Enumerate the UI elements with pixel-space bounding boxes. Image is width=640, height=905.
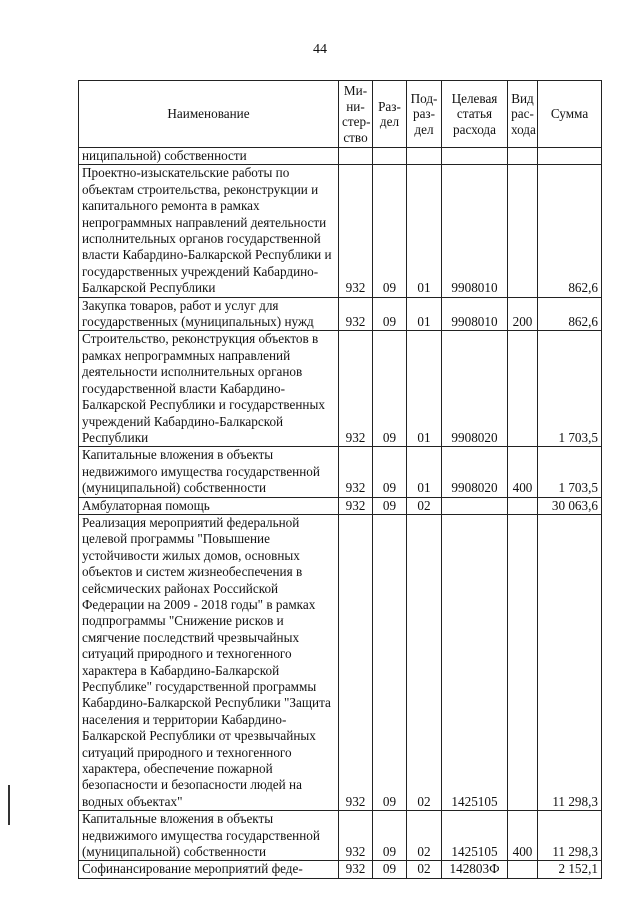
cell-subsection: 01 <box>407 331 442 447</box>
cell-target: 9908020 <box>442 331 508 447</box>
table-row <box>79 811 602 861</box>
cell-name: Амбулаторная помощь <box>79 497 339 514</box>
cell-section: 09 <box>373 165 407 297</box>
cell-section: 09 <box>373 811 407 861</box>
cell-sum <box>538 148 602 165</box>
cell-sum: 11 298,3 <box>538 514 602 810</box>
cell-target: 9908010 <box>442 297 508 331</box>
table-row <box>79 148 602 165</box>
cell-name: ниципальной) собственности <box>79 148 339 165</box>
cell-subsection: 02 <box>407 514 442 810</box>
table-header-row <box>79 81 602 148</box>
table-row <box>79 861 602 878</box>
cell-sum: 1 703,5 <box>538 331 602 447</box>
cell-kind: 400 <box>508 447 538 497</box>
header-sum: Сумма <box>538 81 602 148</box>
cell-name: Капитальные вложения в объекты недвижимого имущества государственной (муниципальной) собственности <box>79 811 339 861</box>
cell-name: Проектно-изыскательские работы по объектам строительства, реконструкции и капитального ремонта в рамках непрограммных направлений деятельности исполнительных органов государственной власти Кабардино-Балкарской Республики и государственных учреждений Кабардино-Балкарской Республики <box>79 165 339 297</box>
cell-sum: 2 152,1 <box>538 861 602 878</box>
table-row <box>79 297 602 331</box>
table-row <box>79 331 602 447</box>
cell-name: Реализация мероприятий федеральной целевой программы "Повышение устойчивости жилых домов, основных объектов и систем жизнеобеспечения в сейсмических районах Российской Федерации на 2009 - 2018 годы" в рамках подпрограммы "Снижение рисков и смягчение последствий чрезвычайных ситуаций природного и техногенного характера в Кабардино-Балкарской Республике" государственной программы Кабардино-Балкарской Республики "Защита населения и территории Кабардино-Балкарской Республики от чрезвычайных ситуаций природного и техногенного характера, обеспечение пожарной безопасности и безопасности людей на водных объектах" <box>79 514 339 810</box>
cell-name: Строительство, реконструкция объектов в рамках непрограммных направлений деятельности исполнительных органов государственной власти Кабардино-Балкарской Республики и государственных учреждений Кабардино-Балкарской Республики <box>79 331 339 447</box>
cell-section: 09 <box>373 514 407 810</box>
cell-target: 1425105 <box>442 811 508 861</box>
cell-subsection: 01 <box>407 297 442 331</box>
cell-subsection <box>407 148 442 165</box>
cell-subsection: 01 <box>407 165 442 297</box>
cell-subsection: 02 <box>407 861 442 878</box>
cell-ministry: 932 <box>339 497 373 514</box>
header-name: Наименование <box>79 81 339 148</box>
cell-ministry: 932 <box>339 861 373 878</box>
cell-subsection: 02 <box>407 811 442 861</box>
margin-mark <box>8 785 10 825</box>
cell-ministry: 932 <box>339 514 373 810</box>
table-row <box>79 497 602 514</box>
cell-ministry: 932 <box>339 165 373 297</box>
cell-sum: 11 298,3 <box>538 811 602 861</box>
cell-target: 9908010 <box>442 165 508 297</box>
table-row <box>79 165 602 297</box>
cell-target <box>442 148 508 165</box>
table-row <box>79 514 602 810</box>
cell-ministry: 932 <box>339 331 373 447</box>
cell-target: 142803Ф <box>442 861 508 878</box>
header-section: Раз-дел <box>373 81 407 148</box>
cell-sum: 862,6 <box>538 165 602 297</box>
cell-sum: 862,6 <box>538 297 602 331</box>
table-row <box>79 447 602 497</box>
cell-ministry: 932 <box>339 811 373 861</box>
cell-section: 09 <box>373 497 407 514</box>
cell-kind <box>508 165 538 297</box>
cell-kind <box>508 148 538 165</box>
cell-subsection: 01 <box>407 447 442 497</box>
header-ministry: Ми-ни-стер-ство <box>339 81 373 148</box>
cell-subsection: 02 <box>407 497 442 514</box>
cell-ministry <box>339 148 373 165</box>
cell-section <box>373 148 407 165</box>
cell-kind <box>508 861 538 878</box>
header-target-article: Целевая статья расхода <box>442 81 508 148</box>
cell-target: 1425105 <box>442 514 508 810</box>
cell-target: 9908020 <box>442 447 508 497</box>
cell-kind <box>508 497 538 514</box>
cell-name: Закупка товаров, работ и услуг для государственных (муниципальных) нужд <box>79 297 339 331</box>
cell-kind: 400 <box>508 811 538 861</box>
cell-section: 09 <box>373 861 407 878</box>
cell-kind <box>508 331 538 447</box>
cell-kind <box>508 514 538 810</box>
cell-ministry: 932 <box>339 297 373 331</box>
cell-ministry: 932 <box>339 447 373 497</box>
page-number: 44 <box>313 42 327 57</box>
cell-target <box>442 497 508 514</box>
cell-section: 09 <box>373 447 407 497</box>
cell-section: 09 <box>373 331 407 447</box>
cell-name: Софинансирование мероприятий феде- <box>79 861 339 878</box>
budget-table <box>78 80 602 879</box>
cell-sum: 30 063,6 <box>538 497 602 514</box>
cell-sum: 1 703,5 <box>538 447 602 497</box>
cell-kind: 200 <box>508 297 538 331</box>
header-subsection: Под-раз-дел <box>407 81 442 148</box>
header-expense-kind: Вид рас-хода <box>508 81 538 148</box>
cell-section: 09 <box>373 297 407 331</box>
cell-name: Капитальные вложения в объекты недвижимого имущества государственной (муниципальной) собственности <box>79 447 339 497</box>
